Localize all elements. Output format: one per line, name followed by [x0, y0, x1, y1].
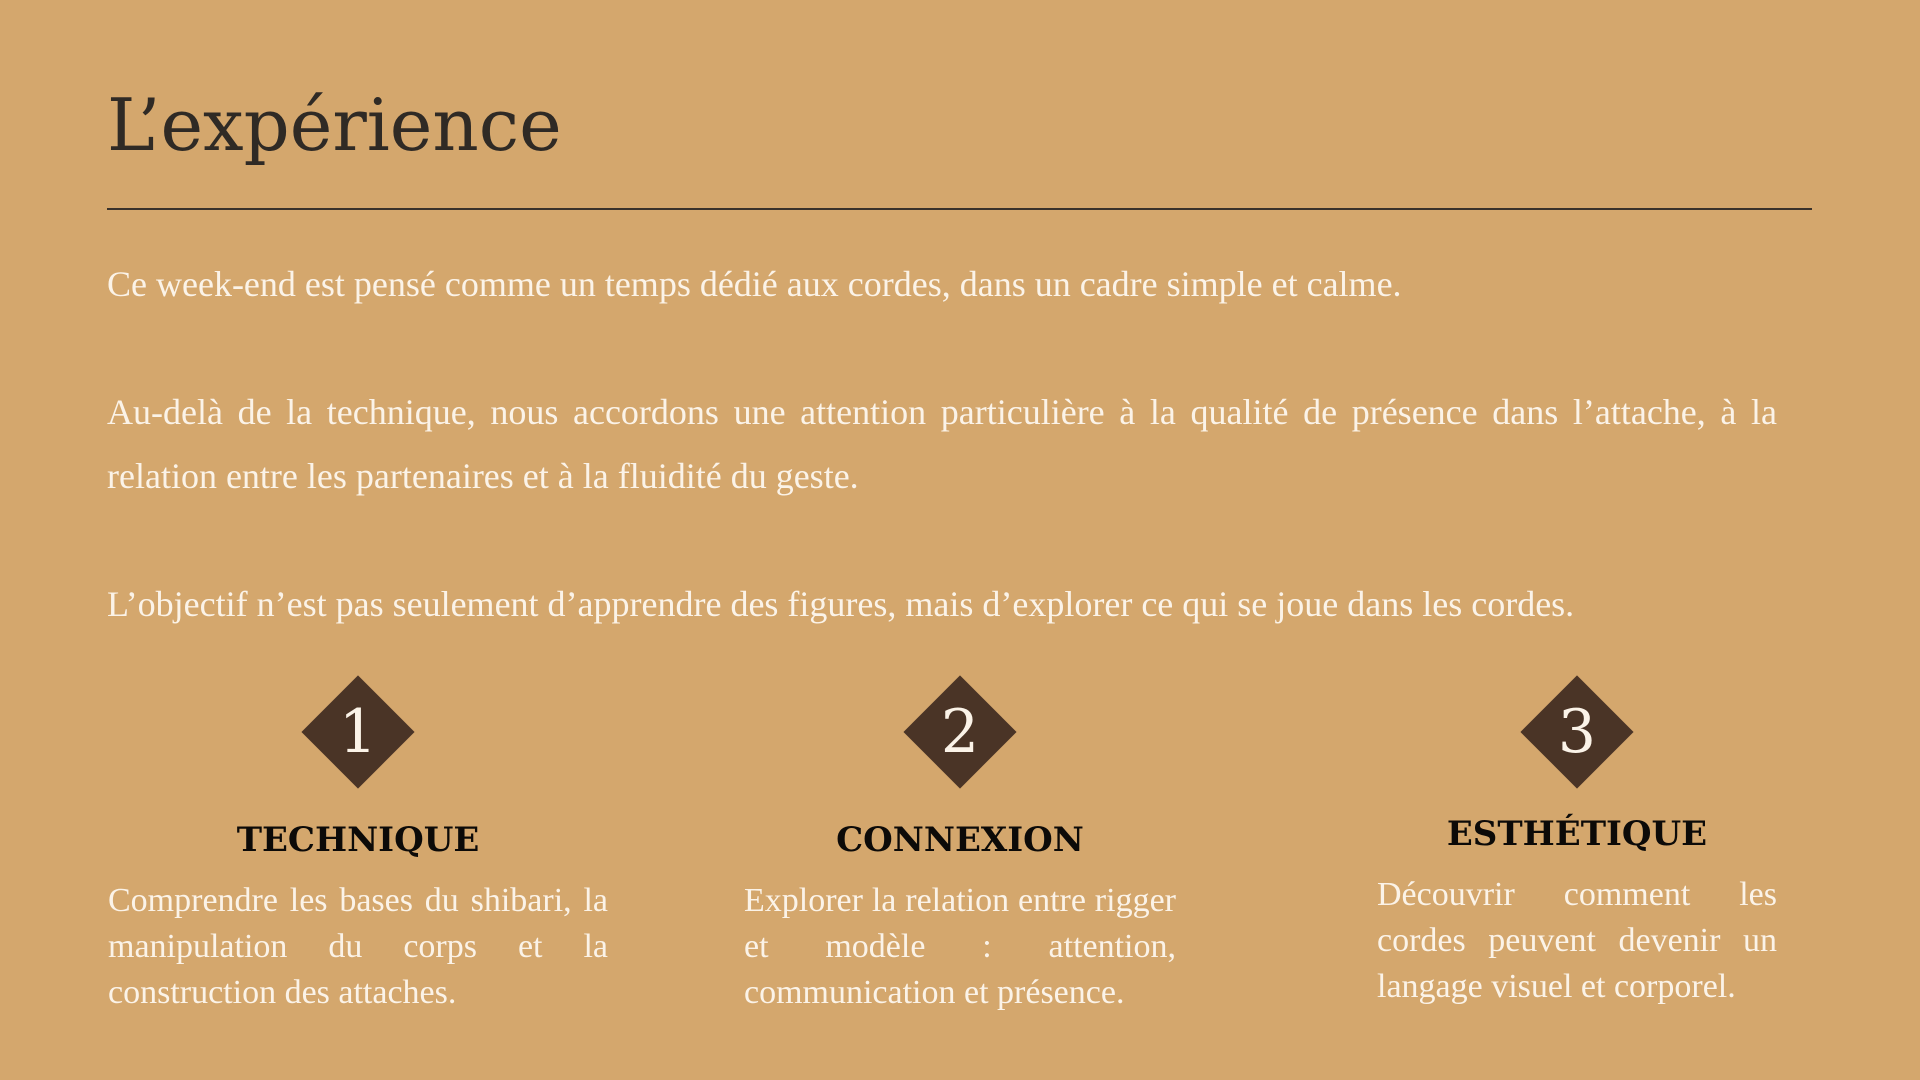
feature-text-connexion: Explorer la relation entre rigger et modèle : attention, communication et présence.: [744, 882, 1176, 1011]
intro-paragraph-2: Au-delà de la technique, nous accordons une attention particulière à la qualité de présence dans l’attache, à la relation entre les partenaires et à la fluidité du geste.: [107, 392, 1777, 496]
feature-title-esthetique: ESTHÉTIQUE: [1446, 814, 1708, 854]
feature-number-3: 3: [1557, 697, 1597, 767]
feature-number-2: 2: [940, 697, 980, 767]
intro-paragraph-3: L’objectif n’est pas seulement d’apprendre des figures, mais d’explorer ce qui se joue dans les cordes.: [107, 584, 1575, 624]
feature-text-esthetique: Découvrir comment les cordes peuvent devenir un langage visuel et corporel.: [1377, 876, 1777, 1005]
intro-paragraph-1: Ce week-end est pensé comme un temps dédié aux cordes, dans un cadre simple et calme.: [107, 264, 1402, 304]
title-divider: [107, 208, 1812, 210]
feature-title-connexion: CONNEXION: [836, 820, 1084, 860]
page-title: L’expérience: [107, 83, 562, 167]
feature-title-technique: TECHNIQUE: [236, 820, 480, 860]
feature-number-1: 1: [338, 697, 378, 767]
feature-text-technique: Comprendre les bases du shibari, la manipulation du corps et la construction des attaches.: [108, 882, 608, 1011]
